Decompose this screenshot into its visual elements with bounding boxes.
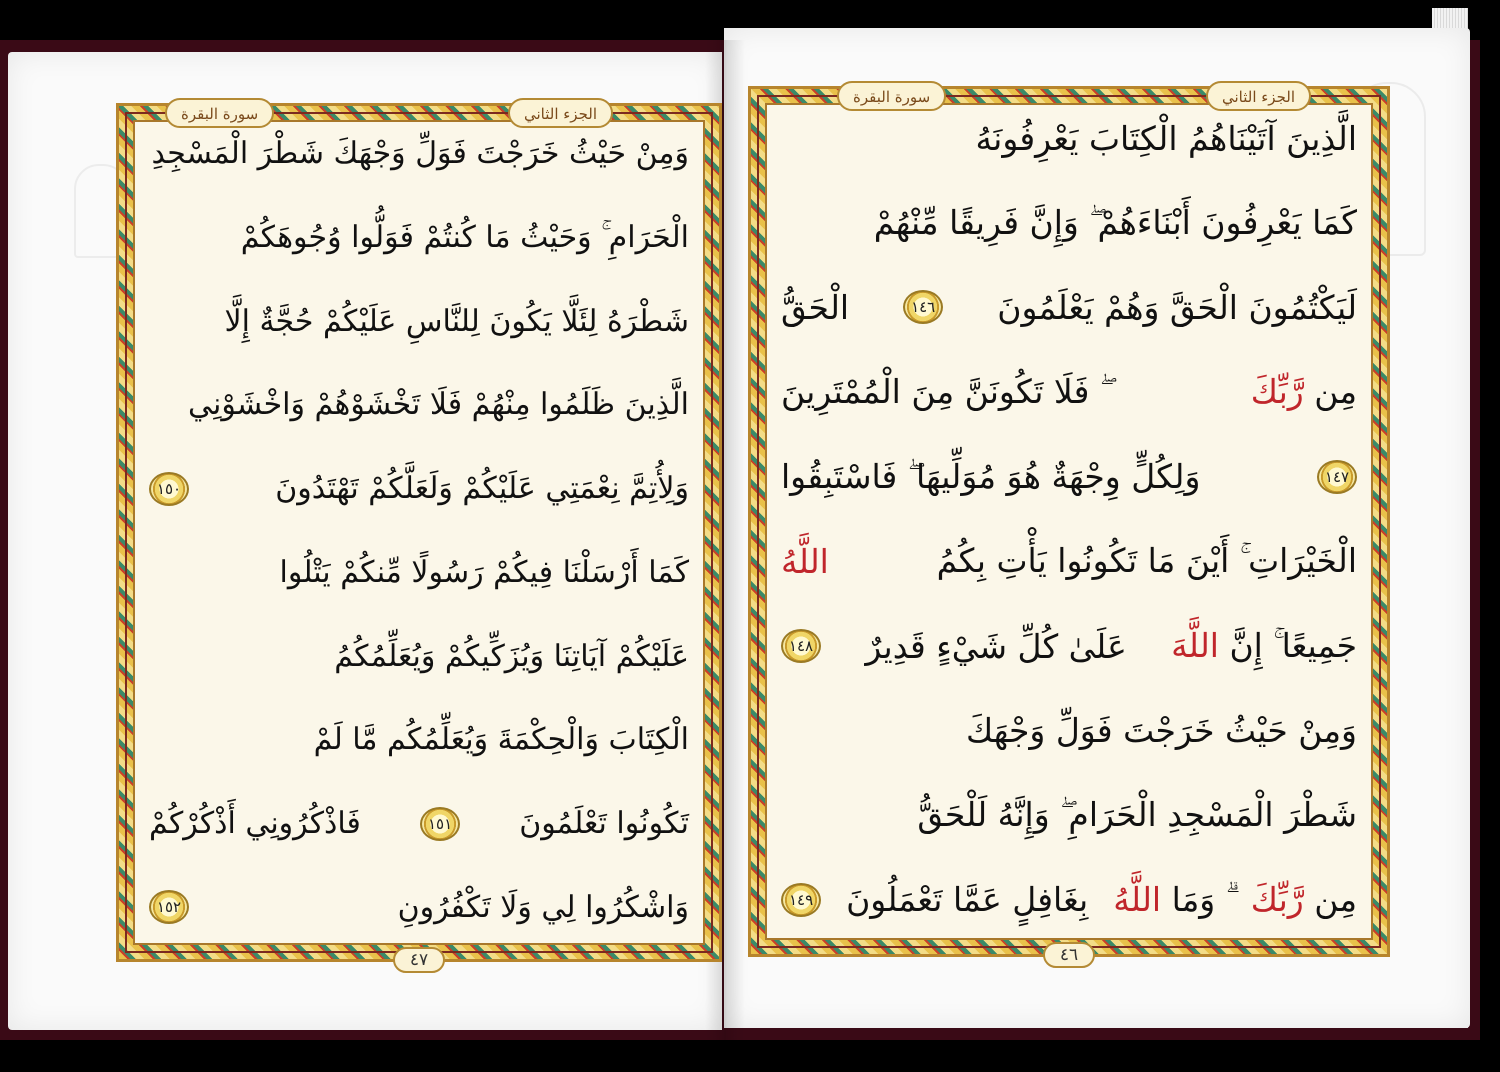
verse-line [149,639,689,674]
left-verse-block [149,136,689,925]
verse-text: الَّذِينَ آتَيْنَاهُمُ الْكِتَابَ يَعْرِفُونَهُ [975,119,1357,158]
ayah-number-marker: ١٥١ [420,807,460,841]
verse-text: الْحَرَامِ ۚ وَحَيْثُ مَا كُنتُمْ فَوَلُّوا وُجُوهَكُمْ [240,219,689,255]
divine-name: رَّبِّكَ [1250,372,1304,412]
verse-text: عَلَيْكُمْ آيَاتِنَا وَيُزَكِّيكُمْ وَيُعَلِّمُكُمُ [334,638,689,674]
right-verse-block [781,119,1357,920]
ayah-number-marker: ١٥٠ [149,472,189,506]
verse-text: عَلَىٰ كُلِّ شَيْءٍ قَدِيرٌ [865,626,1127,666]
verse-text: الَّذِينَ ظَلَمُوا مِنْهُمْ فَلَا تَخْشَوْهُمْ وَاخْشَوْنِي [188,387,689,423]
verse-line [781,288,1357,327]
verse-segment [1113,880,1226,920]
verse-text: الْخَيْرَاتِ ۚ أَيْنَ مَا تَكُونُوا يَأْتِ بِكُمُ [936,541,1357,581]
right-surah-label: سورة البقرة [837,81,946,111]
ayah-number-marker: ١٤٦ [903,290,943,324]
ayah-number-marker: ١٤٩ [781,883,821,917]
verse-line [781,880,1357,920]
verse-segment [1251,372,1357,411]
verse-line [149,387,689,422]
verse-line [149,471,689,506]
verse-line [781,795,1357,835]
verse-text: شَطْرَهُ لِئَلَّا يَكُونَ لِلنَّاسِ عَلَيْكُمْ حُجَّةٌ إِلَّا [224,303,689,339]
left-page-frame [116,103,722,970]
left-page [133,105,705,970]
verse-line [781,711,1357,750]
verse-line [149,220,689,255]
verse-line [149,136,689,171]
verse-text: جَمِيعًا ۚ إِنَّ [1229,626,1357,666]
verse-text: ۖ فَلَا تَكُونَنَّ مِنَ الْمُمْتَرِينَ [781,371,1100,411]
verse-segment [1251,880,1357,919]
verse-text: كَمَا يَعْرِفُونَ أَبْنَاءَهُمْ ۖ وَإِنَّ فَرِيقًا مِّنْهُمْ [873,202,1357,242]
right-page-number: ٤٦ [1043,942,1095,968]
left-surah-label: سورة البقرة [165,98,274,128]
ayah-number-marker: ١٤٨ [781,629,821,663]
divine-name: اللَّهُ [1113,879,1162,919]
verse-line [781,119,1357,158]
verse-text: تَكُونُوا تَعْلَمُونَ [519,806,689,842]
verse-text: مِن [1314,880,1357,920]
verse-line [149,806,689,841]
verse-line [149,890,689,925]
verse-line [149,722,689,757]
divine-name: رَّبِّكَ [1250,880,1304,920]
verse-text: وَلِأُتِمَّ نِعْمَتِي عَلَيْكُمْ وَلَعَلَّكُمْ تَهْتَدُونَ [275,471,689,507]
verse-line [149,555,689,590]
verse-line [781,626,1357,666]
verse-text: كَمَا أَرْسَلْنَا فِيكُمْ رَسُولًا مِّنكُمْ يَتْلُوا [279,554,689,590]
left-page-number: ٤٧ [393,947,445,973]
ayah-number-marker: ١٤٧ [1317,460,1357,494]
verse-text: وَلِكُلٍّ وِجْهَةٌ هُوَ مُوَلِّيهَا ۖ فَاسْتَبِقُوا [781,456,1201,496]
ayah-number-marker: ١٥٢ [149,890,189,924]
verse-line [781,372,1357,412]
verse-text: وَمِنْ حَيْثُ خَرَجْتَ فَوَلِّ وَجْهَكَ [965,711,1357,751]
verse-line [781,541,1357,581]
verse-text: لَيَكْتُمُونَ الْحَقَّ وَهُمْ يَعْلَمُونَ [997,287,1357,327]
divine-name: اللَّهُ [781,541,829,581]
verse-line [781,457,1357,497]
verse-text: الْحَقُّ [781,287,850,327]
verse-line [781,203,1357,243]
divine-name: اللَّهَ [1171,626,1219,666]
verse-text: وَاشْكُرُوا لِي وَلَا تَكْفُرُونِ [397,889,689,925]
verse-text: فَاذْكُرُونِي أَذْكُرْكُمْ [149,806,361,842]
verse-text: وَمِنْ حَيْثُ خَرَجْتَ فَوَلِّ وَجْهَكَ شَطْرَ الْمَسْجِدِ [151,136,689,171]
verse-text: شَطْرَ الْمَسْجِدِ الْحَرَامِ ۖ وَإِنَّهُ لَلْحَقُّ [917,795,1357,834]
verse-segment [1171,626,1357,666]
right-juz-label: الجزء الثاني [1206,81,1311,111]
verse-text: مِن [1314,372,1357,412]
verse-text: بِغَافِلٍ عَمَّا تَعْمَلُونَ [846,880,1089,920]
verse-line [149,304,689,339]
verse-text: الْكِتَابَ وَالْحِكْمَةَ وَيُعَلِّمُكُم مَّا لَمْ [313,722,689,758]
verse-text: ۗ وَمَا [1171,879,1226,919]
right-page [765,88,1373,965]
right-page-frame [748,86,1390,965]
left-juz-label: الجزء الثاني [508,98,613,128]
